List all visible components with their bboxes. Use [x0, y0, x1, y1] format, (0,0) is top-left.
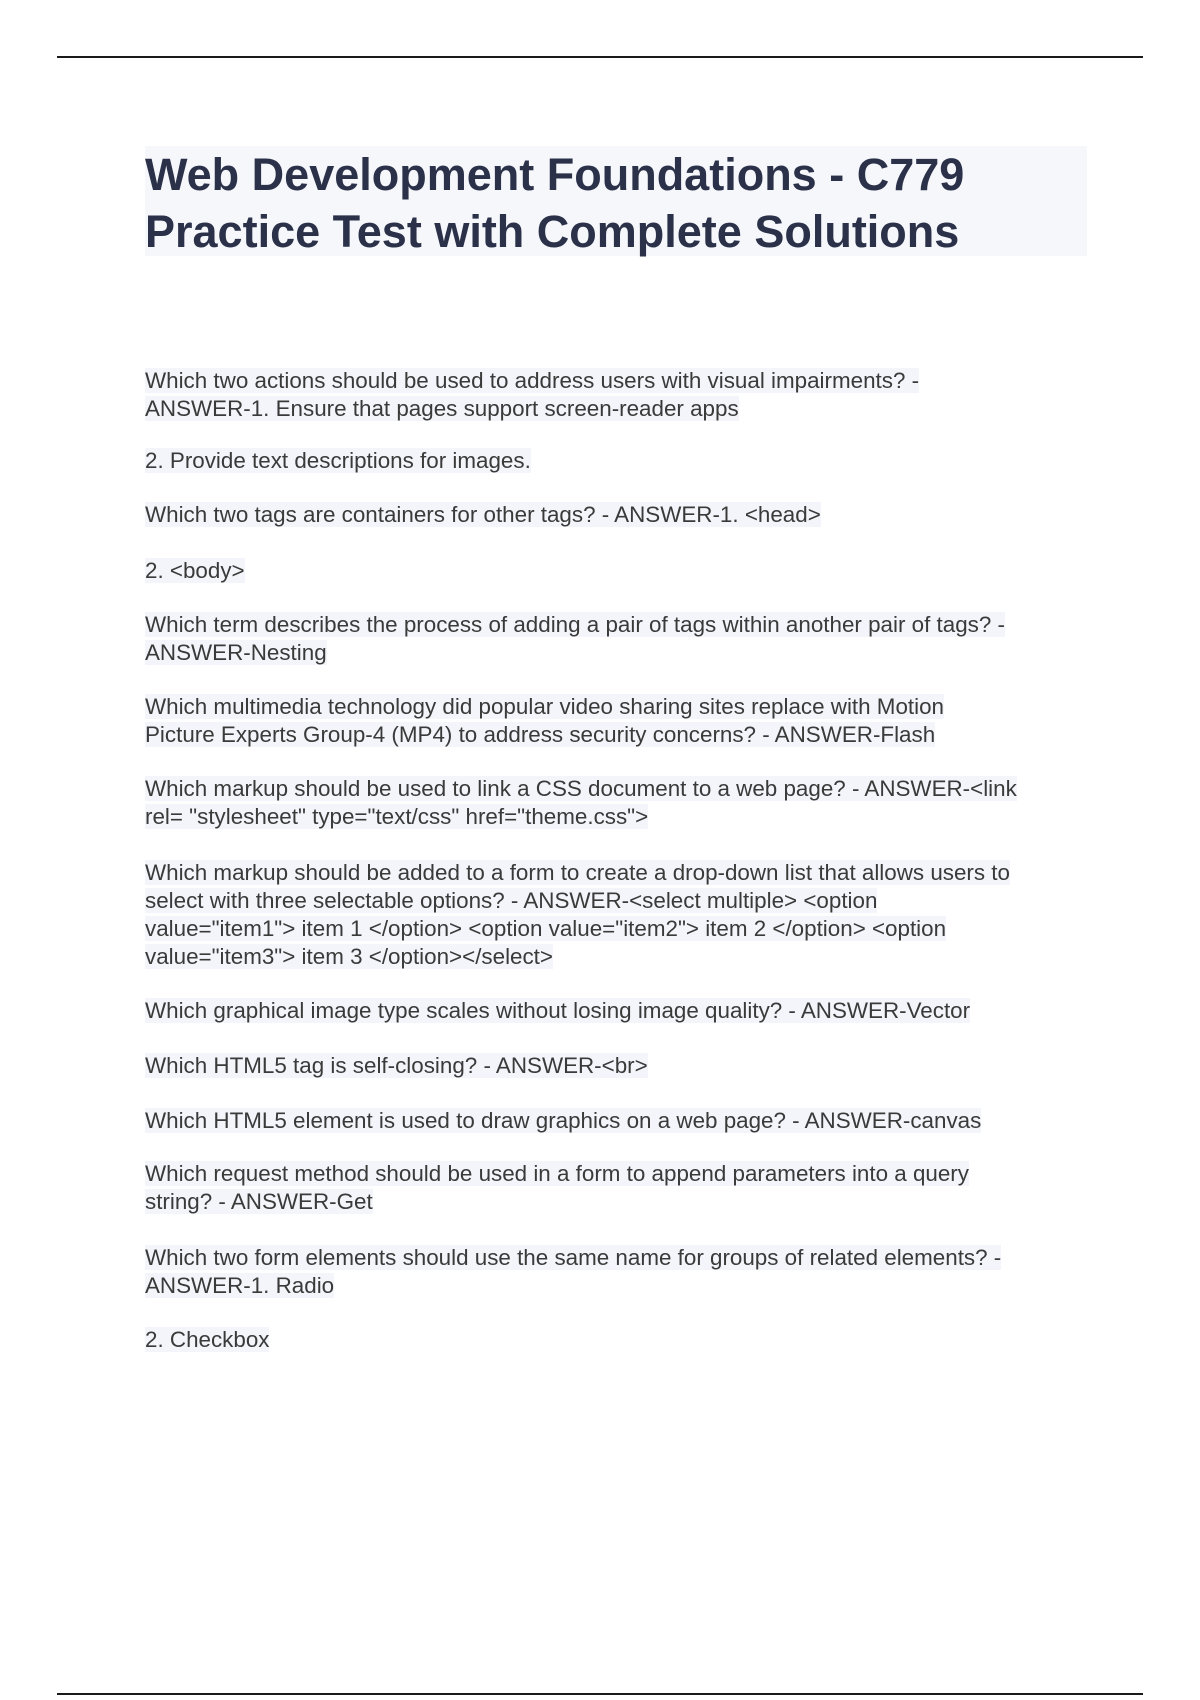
title-line-1: Web Development Foundations - C779 [145, 149, 965, 200]
qa-paragraph: 2. Provide text descriptions for images. [145, 448, 531, 473]
qa-paragraph: Which HTML5 element is used to draw graphics on a web page? - ANSWER-canvas [145, 1108, 982, 1133]
document-title [145, 146, 1087, 260]
qa-paragraph: Which HTML5 tag is self-closing? - ANSWER-<br> [145, 1053, 648, 1078]
top-rule [57, 56, 1143, 58]
qa-paragraph: 2. <body> [145, 558, 245, 583]
bottom-rule [57, 1693, 1143, 1695]
qa-paragraph: Which markup should be added to a form to create a drop-down list that allows users to select with three selectable options? - ANSWER-<select multiple> <option value="item1"> item 1 </option> <option value="item2"> item 2 </option> <option value="item3"> item 3 </option></select> [145, 860, 1010, 969]
qa-list [145, 367, 1095, 1354]
qa-paragraph: Which request method should be used in a form to append parameters into a query string? - ANSWER-Get [145, 1161, 969, 1214]
qa-paragraph: Which term describes the process of adding a pair of tags within another pair of tags? - ANSWER-Nesting [145, 612, 1005, 665]
qa-paragraph: 2. Checkbox [145, 1327, 270, 1352]
qa-paragraph: Which two form elements should use the same name for groups of related elements? - ANSWER-1. Radio [145, 1245, 1002, 1298]
qa-paragraph: Which two actions should be used to address users with visual impairments? - ANSWER-1. Ensure that pages support screen-reader apps [145, 368, 920, 421]
title-block [145, 146, 1087, 256]
qa-paragraph: Which graphical image type scales without losing image quality? - ANSWER-Vector [145, 998, 971, 1023]
title-line-2: Practice Test with Complete Solutions [145, 206, 960, 257]
qa-paragraph: Which multimedia technology did popular video sharing sites replace with Motion Picture Experts Group-4 (MP4) to address security concerns? - ANSWER-Flash [145, 694, 945, 747]
qa-paragraph: Which two tags are containers for other tags? - ANSWER-1. <head> [145, 502, 821, 527]
qa-paragraph: Which markup should be used to link a CSS document to a web page? - ANSWER-<link rel= "stylesheet" type="text/css" href="theme.css"> [145, 776, 1017, 829]
